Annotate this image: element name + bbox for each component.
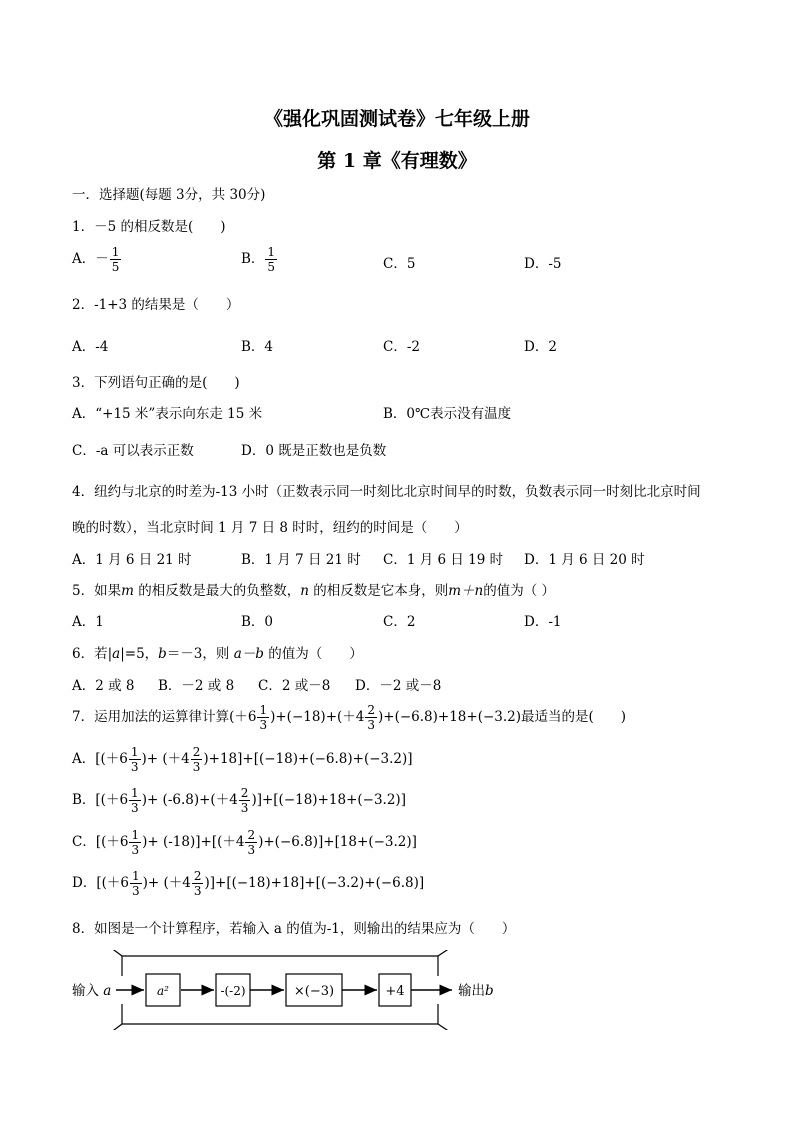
fraction: $\frac{1}{3}$ xyxy=(131,869,140,898)
question-4-line-1: 4．纽约与北京的时差为-13 小时（正数表示同一时刻比北京时间早的时数，负数表示同一时刻比北京时间 xyxy=(72,484,701,500)
fraction: $\frac{1}{3}$ xyxy=(259,703,268,732)
q5-option-b: B．0 xyxy=(241,614,274,630)
add-operation-label: +4 xyxy=(385,984,405,999)
fraction: $\frac{1}{3}$ xyxy=(131,786,139,815)
multiply-operation-label: ×(−3) xyxy=(293,984,335,999)
output-label: 输出b xyxy=(458,983,494,999)
page-title: 《强化巩固测试卷》七年级上册 xyxy=(263,108,530,130)
q7-option-d: D．[(＋6 $\frac{1}{3}$ )+ (＋4 $\frac{2}{3}$ )]+[(−18)+18]+[(−3.2)+(−6.8)] xyxy=(72,869,425,898)
q7-option-a: A．[(＋6 $\frac{1}{3}$ )+ (＋4 $\frac{2}{3}$ )+18]+[(−18)+(−6.8)+(−3.2)] xyxy=(72,745,413,774)
q2-option-b: B．4 xyxy=(241,339,274,355)
fraction: $\frac{2}{3}$ xyxy=(367,703,376,732)
q1-option-b: B． $\frac{1}{5}$ xyxy=(241,245,276,274)
fraction: $\frac{1}{3}$ xyxy=(131,828,140,857)
calculation-program-diagram xyxy=(60,950,520,1030)
question-4-line-2: 晚的时数），当北京时间 1 月 7 日 8 时时，纽约的时间是（ ） xyxy=(72,520,468,536)
fraction: $\frac{2}{3}$ xyxy=(193,869,202,898)
q6-option-d: D．－2 或－8 xyxy=(355,678,442,694)
q1-option-a: A．－ $\frac{1}{5}$ xyxy=(72,245,120,274)
q4-option-d: D．1 月 6 日 20 时 xyxy=(524,552,645,568)
q1-option-c: C．5 xyxy=(383,256,416,272)
q6-option-c: C．2 或－8 xyxy=(258,678,331,694)
input-label: 输入 a xyxy=(72,983,112,999)
q3-option-c: C．-a 可以表示正数 xyxy=(72,443,194,459)
q5-option-a: A．1 xyxy=(72,614,104,630)
q6-option-b: B．－2 或 8 xyxy=(158,678,235,694)
q6-option-a: A．2 或 8 xyxy=(72,678,135,694)
fraction: $\frac{1}{5}$ xyxy=(111,245,120,274)
q2-option-d: D．2 xyxy=(524,339,557,355)
square-operation-label: a² xyxy=(157,984,169,998)
q5-option-c: C．2 xyxy=(383,614,416,630)
fraction: $\frac{2}{3}$ xyxy=(240,786,249,815)
q7-option-b: B．[(＋6 $\frac{1}{3}$ )+ (-6.8)+(＋4 $\frac{2}{3}$ )]+[(−18)+18+(−3.2)] xyxy=(72,786,406,815)
q3-option-a: A．“+15 米”表示向东走 15 米 xyxy=(72,406,263,422)
q2-option-a: A．-4 xyxy=(72,339,109,355)
section-heading: 一．选择题(每题 3分，共 30分) xyxy=(72,187,266,203)
q4-option-a: A．1 月 6 日 21 时 xyxy=(72,552,192,568)
chapter-title: 第 1 章《有理数》 xyxy=(317,150,477,172)
q4-option-b: B．1 月 7 日 21 时 xyxy=(241,552,361,568)
q1-option-d: D．-5 xyxy=(524,256,562,272)
fraction: $\frac{2}{3}$ xyxy=(247,828,256,857)
q3-option-b: B．0℃表示没有温度 xyxy=(383,406,512,422)
fraction: $\frac{1}{3}$ xyxy=(130,745,139,774)
fraction: $\frac{2}{3}$ xyxy=(192,745,201,774)
question-7-stem: 7．运用加法的运算律计算(＋6 $\frac{1}{3}$ )+(−18)+(＋4 $\frac{2}{3}$ )+(−6.8)+18+(−3.2)最适当的是( ) xyxy=(72,703,627,732)
q7-option-c: C．[(＋6 $\frac{1}{3}$ )+ (-18)]+[(＋4 $\frac{2}{3}$ )+(−6.8)]+[18+(−3.2)] xyxy=(72,828,417,857)
q4-option-c: C．1 月 6 日 19 时 xyxy=(383,552,504,568)
q3-option-d: D．0 既是正数也是负数 xyxy=(241,443,387,459)
question-6-stem: 6．若|a|=5，b＝－3，则 a－b 的值为（ ） xyxy=(72,646,363,662)
fraction: $\frac{1}{5}$ xyxy=(267,245,276,274)
question-1-stem: 1．－5 的相反数是( ) xyxy=(72,219,226,235)
q2-option-c: C．-2 xyxy=(383,339,420,355)
subtract-operation-label: -(-2) xyxy=(220,984,246,998)
question-2-stem: 2．-1+3 的结果是（ ） xyxy=(72,297,240,313)
q5-option-d: D．-1 xyxy=(524,614,562,630)
question-5-stem: 5．如果m 的相反数是最大的负整数，n 的相反数是它本身，则m＋n的值为（ ） xyxy=(72,583,555,599)
question-8-stem: 8．如图是一个计算程序，若输入 a 的值为-1，则输出的结果应为（ ） xyxy=(72,921,516,937)
question-3-stem: 3．下列语句正确的是( ) xyxy=(72,375,240,391)
